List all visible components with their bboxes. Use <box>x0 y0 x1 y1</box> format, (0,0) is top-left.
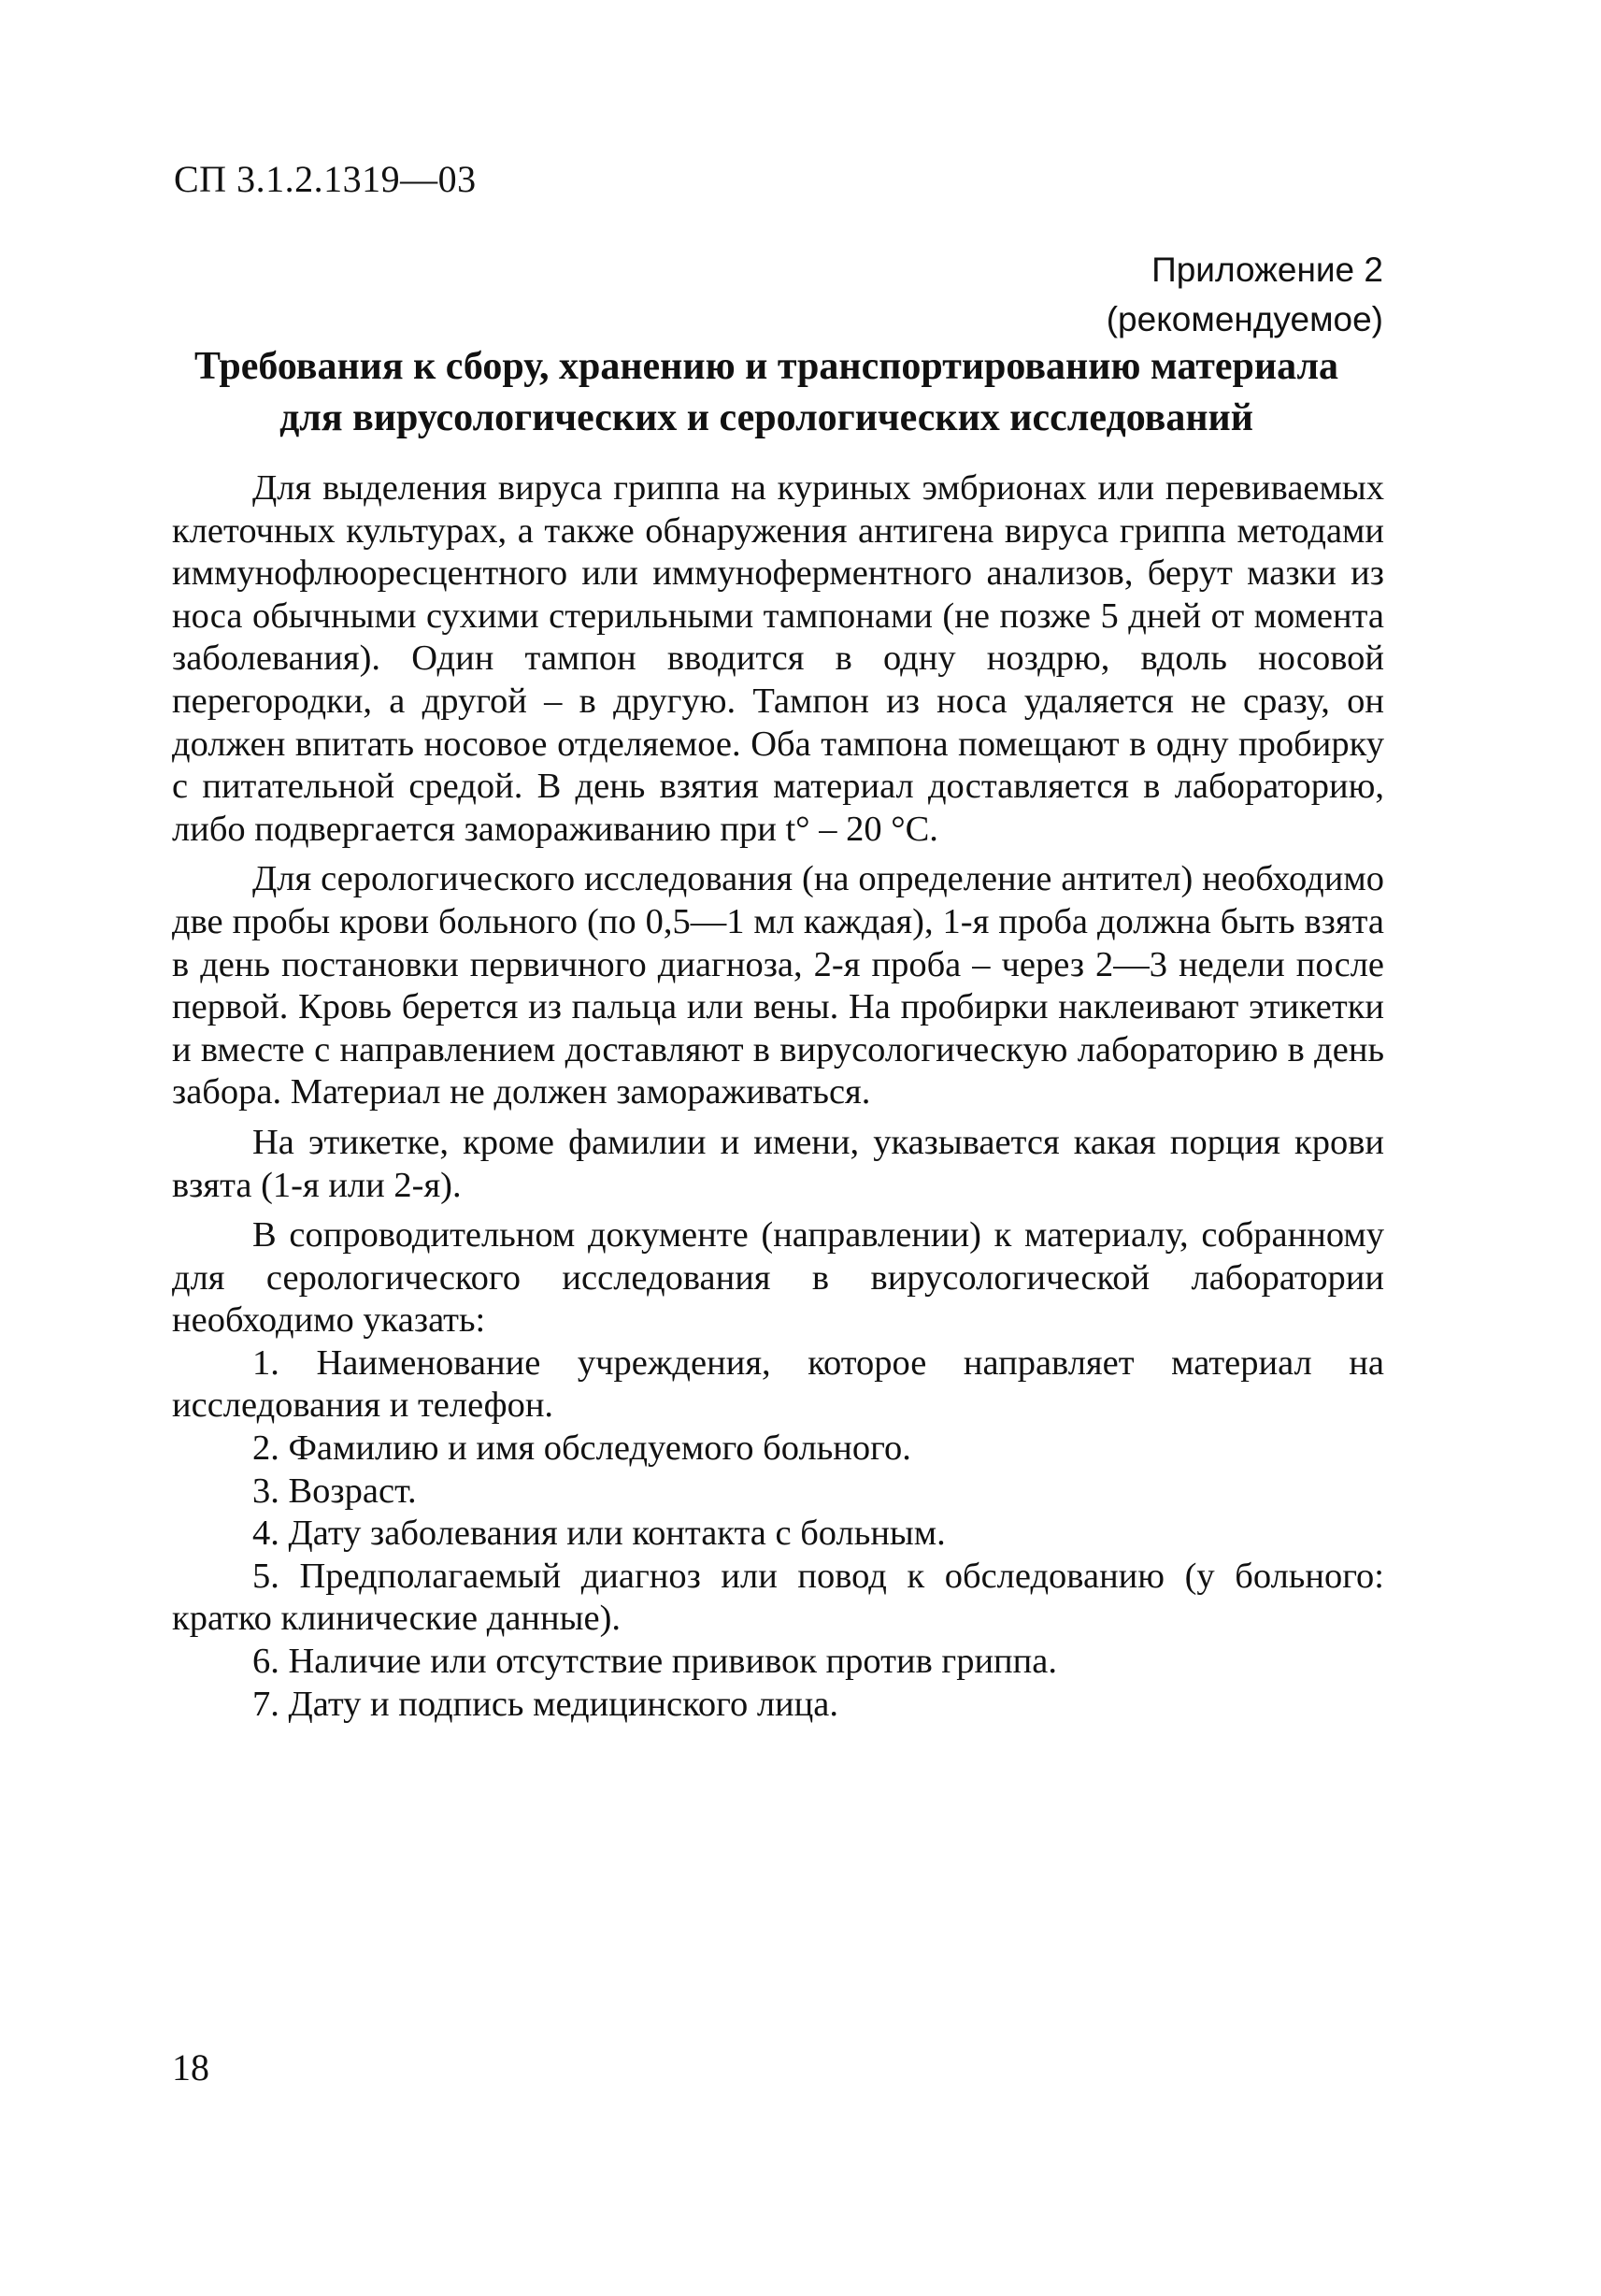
list-item: 1. Наименование учреждения, которое направляет материал на исследования и телефон. <box>172 1342 1384 1426</box>
section-title-line-1: Требования к сбору, хранению и транспортированию материала <box>193 345 1339 388</box>
paragraph-accompanying-document: В сопроводительном документе (направлении) к материалу, собранному для серологического исследования в вирусологической лаборатории необходимо указать: <box>172 1215 1384 1341</box>
list-item: 4. Дату заболевания или контакта с больным. <box>252 1514 946 1554</box>
section-title-line-2: для вирусологических и серологических исследований <box>279 396 1253 439</box>
paragraph-label-info: На этикетке, кроме фамилии и имени, указывается какая порция крови взята (1-я или 2-я). <box>172 1122 1384 1205</box>
document-body <box>172 467 1384 1726</box>
list-item: 5. Предполагаемый диагноз или повод к обследованию (у больного: кратко клинические данные). <box>172 1556 1384 1639</box>
page-number: 18 <box>172 2046 209 2088</box>
section-title <box>140 341 1393 444</box>
appendix-number: Приложение 2 <box>1151 251 1383 289</box>
appendix-status: (рекомендуемое) <box>1106 300 1383 338</box>
list-item: 3. Возраст. <box>252 1471 417 1511</box>
document-code: СП 3.1.2.1319—03 <box>174 158 477 200</box>
paragraph-swab-collection: Для выделения вируса гриппа на куриных эмбрионах или перевиваемых клеточных культурах, а также обнаружения антигена вируса гриппа методами иммунофлюоресцентного или иммуноферментного анализов, берут мазки из носа обычными сухими стерильными тампонами (не позже 5 дней от момента заболевания). Один тампон вводится в одну ноздрю, вдоль носовой перегородки, а другой – в другую. Тампон из носа удаляется не сразу, он должен впитать носовое отделяемое. Оба тампона помещают в одну пробирку с питательной средой. В день взятия материал доставляется в лабораторию, либо подвергается замораживанию при t° – 20 °С. <box>172 468 1384 849</box>
paragraph-blood-samples: Для серологического исследования (на определение антител) необходимо две пробы крови больного (по 0,5—1 мл каждая), 1-я проба должна быть взята в день постановки первичного диагноза, 2-я проба – через 2—3 недели после первой. Кровь берется из пальца или вены. На пробирки наклеивают этикетки и вместе с направлением доставляют в вирусологическую лабораторию в день забора. Материал не должен замораживаться. <box>172 859 1384 1112</box>
list-item: 6. Наличие или отсутствие прививок против гриппа. <box>252 1642 1057 1682</box>
required-fields-list <box>172 1342 1384 1726</box>
appendix-label <box>1107 245 1383 344</box>
list-item: 7. Дату и подпись медицинского лица. <box>252 1684 838 1724</box>
list-item: 2. Фамилию и имя обследуемого больного. <box>252 1428 911 1469</box>
